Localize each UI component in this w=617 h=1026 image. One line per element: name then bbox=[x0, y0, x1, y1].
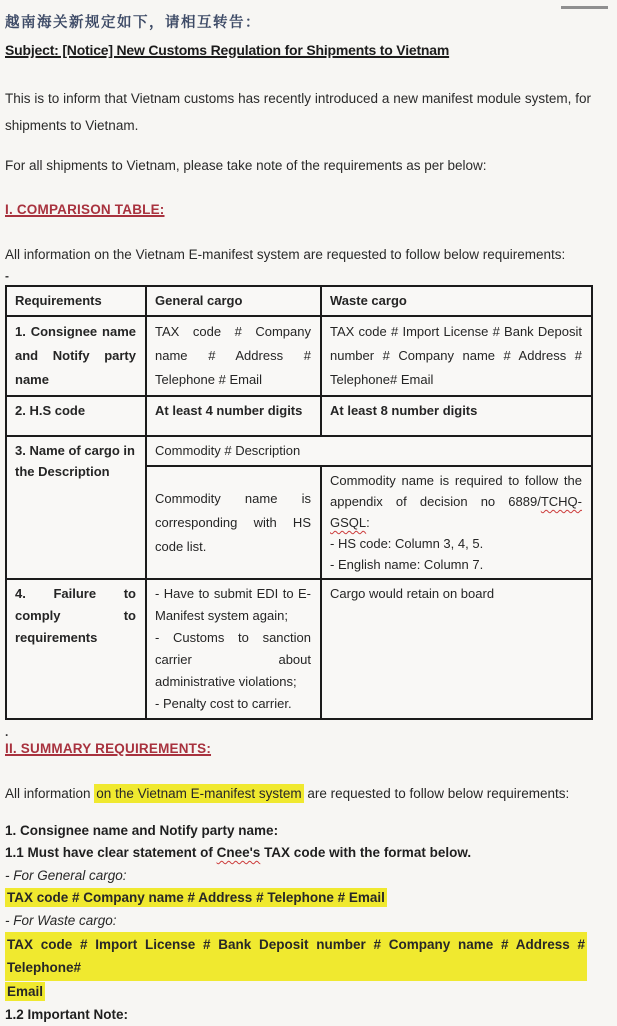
row3-waste-spellcheck-word: TCHQ-GSQL bbox=[330, 494, 582, 530]
row4-label: 4. Failure to comply to requirements bbox=[6, 579, 146, 719]
row3-waste-text bbox=[330, 470, 582, 533]
row3-waste-text-suffix: : bbox=[366, 515, 370, 530]
item12-heading: 1.2 Important Note: bbox=[5, 1004, 591, 1026]
section2-intro bbox=[5, 783, 591, 806]
stray-dash: - bbox=[5, 269, 591, 283]
item11-suffix: TAX code with the format below. bbox=[260, 845, 471, 860]
row2-waste-cell: At least 8 number digits bbox=[321, 396, 592, 436]
row2-general-cell: At least 4 number digits bbox=[146, 396, 321, 436]
section2-intro-suffix: are requested to follow below requirements: bbox=[304, 786, 570, 801]
row4-general-bullet: - Penalty cost to carrier. bbox=[155, 693, 311, 715]
waste-cargo-format-line2 bbox=[5, 981, 591, 1004]
row3-merged-subheader: Commodity # Description bbox=[146, 436, 592, 466]
subject-line: Subject: [Notice] New Customs Regulation for Shipments to Vietnam bbox=[5, 42, 591, 58]
row3-general-cell: Commodity name is corresponding with HS code list. bbox=[146, 466, 321, 579]
waste-cargo-label: - For Waste cargo: bbox=[5, 910, 591, 933]
stray-dot: . bbox=[5, 725, 591, 739]
item11-spellcheck-word: Cnee's bbox=[217, 845, 261, 860]
section1-heading: I. COMPARISON TABLE: bbox=[5, 202, 591, 217]
item1-heading: 1. Consignee name and Notify party name: bbox=[5, 820, 591, 843]
intro-paragraph: This is to inform that Vietnam customs has recently introduced a new manifest module system, for shipments to Vietnam. bbox=[5, 85, 591, 139]
row4-general-bullet: - Customs to sanction carrier about administrative violations; bbox=[155, 627, 311, 693]
waste-cargo-format-highlight-line2: Email bbox=[5, 982, 45, 1001]
general-cargo-format-highlight: TAX code # Company name # Address # Telephone # Email bbox=[5, 888, 387, 907]
comparison-table bbox=[5, 285, 593, 720]
row3-waste-bullet: - English name: Column 7. bbox=[330, 554, 582, 575]
section2-intro-prefix: All information bbox=[5, 786, 94, 801]
col-header-general-cargo: General cargo bbox=[146, 286, 321, 316]
row1-label: 1. Consignee name and Notify party name bbox=[6, 316, 146, 396]
row1-general-cell: TAX code # Company name # Address # Telephone # Email bbox=[146, 316, 321, 396]
waste-cargo-format-line1 bbox=[5, 932, 591, 981]
table-row-hs-code bbox=[6, 396, 592, 436]
table-row-failure-to-comply bbox=[6, 579, 592, 719]
general-cargo-label: - For General cargo: bbox=[5, 865, 591, 888]
waste-cargo-format-highlight-line1: TAX code # Import License # Bank Deposit number # Company name # Address # Telephone# bbox=[5, 932, 587, 981]
scan-artifact-line bbox=[561, 6, 608, 9]
row3-label: 3. Name of cargo in the Description bbox=[6, 436, 146, 579]
row3-waste-text-prefix: Commodity name is required to follow the appendix of decision no 6889/ bbox=[330, 473, 582, 509]
item11-line bbox=[5, 842, 591, 865]
section2-intro-highlight: on the Vietnam E-manifest system bbox=[94, 784, 303, 803]
item11-prefix: 1.1 Must have clear statement of bbox=[5, 845, 217, 860]
row3-waste-bullet: - HS code: Column 3, 4, 5. bbox=[330, 533, 582, 554]
row4-general-bullet: - Have to submit EDI to E-Manifest system again; bbox=[155, 583, 311, 627]
table-row-cargo-name-subheader bbox=[6, 436, 592, 466]
table-row-consignee bbox=[6, 316, 592, 396]
row2-label: 2. H.S code bbox=[6, 396, 146, 436]
general-cargo-format-line bbox=[5, 887, 591, 910]
col-header-waste-cargo: Waste cargo bbox=[321, 286, 592, 316]
section1-intro: All information on the Vietnam E-manifest system are requested to follow below requirements: bbox=[5, 245, 591, 265]
section2-heading: II. SUMMARY REQUIREMENTS: bbox=[5, 741, 591, 756]
row1-waste-cell: TAX code # Import License # Bank Deposit number # Company name # Address # Telephone# Email bbox=[321, 316, 592, 396]
col-header-requirements: Requirements bbox=[6, 286, 146, 316]
row4-general-cell bbox=[146, 579, 321, 719]
note-line: For all shipments to Vietnam, please take note of the requirements as per below: bbox=[5, 156, 591, 176]
table-header-row bbox=[6, 286, 592, 316]
chinese-notice: 越南海关新规定如下，请相互转告： bbox=[5, 8, 591, 32]
row3-waste-cell bbox=[321, 466, 592, 579]
row4-waste-cell: Cargo would retain on board bbox=[321, 579, 592, 719]
